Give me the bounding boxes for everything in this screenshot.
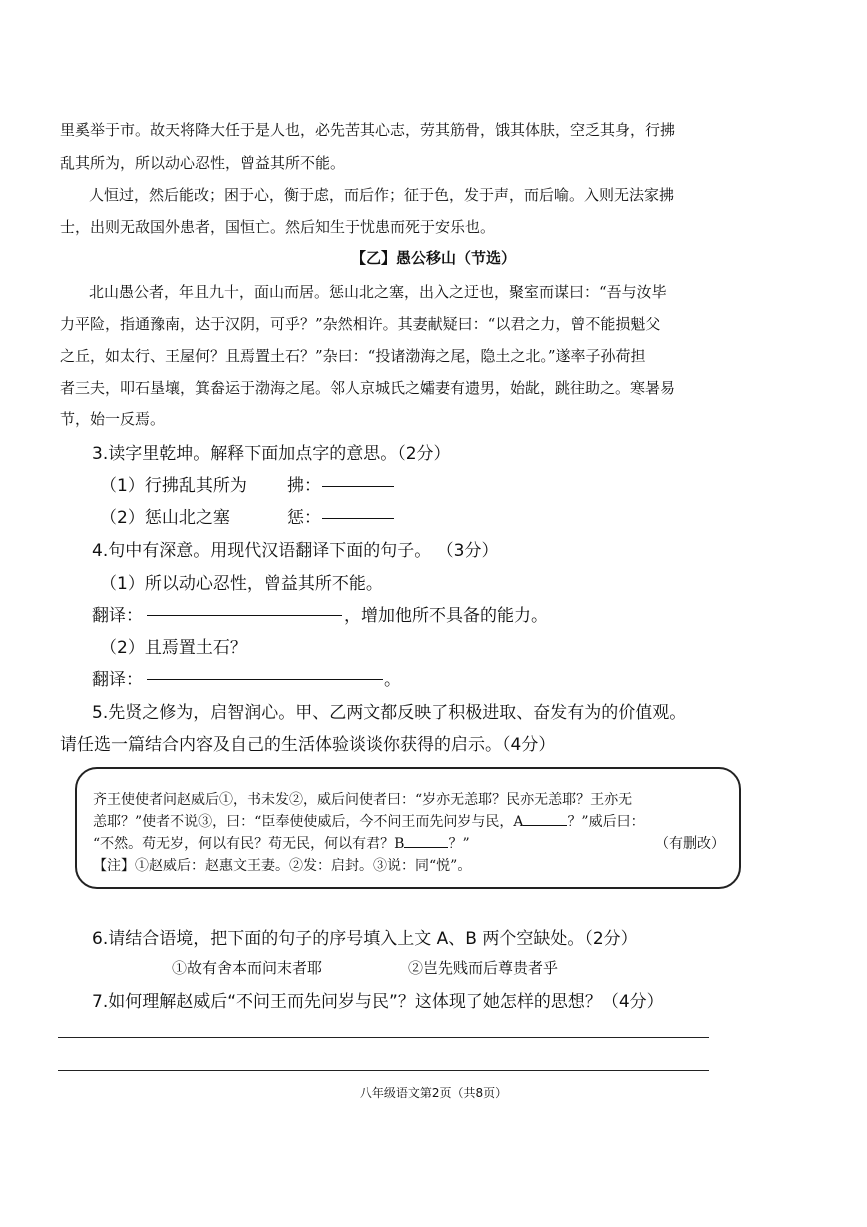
question-3-answer-blank-1[interactable] — [322, 472, 394, 487]
box-line-3-end: ？” — [448, 836, 470, 852]
question-3-item-1: （1）行拂乱其所为 — [100, 476, 247, 496]
question-4-item-1: （1）所以动心忍性，曾益其所不能。 — [100, 574, 383, 594]
box-line-1: 齐王使使者问赵威后①，书未发②，威后问使者曰：“岁亦无恙耶？民亦无恙耶？王亦无 — [93, 792, 633, 808]
question-6-stem: 6.请结合语境，把下面的句子的序号填入上文 A、B 两个空缺处。（2分） — [92, 929, 638, 949]
passage-yi-line-3: 之丘，如太行、王屋何？且焉置土石？”杂曰：“投诸渤海之尾，隐土之北。”遂率子孙荷担 — [60, 347, 646, 365]
question-3-item-1-char: 拂： — [287, 476, 321, 496]
question-3-stem: 3.读字里乾坤。解释下面加点字的意思。（2分） — [92, 444, 451, 464]
reading-material-box — [75, 767, 741, 889]
answer-line-2[interactable] — [58, 1070, 709, 1071]
answer-line-1[interactable] — [58, 1037, 709, 1038]
passage-yi-line-2: 力平险，指通豫南，达于汉阴，可乎？”杂然相许。其妻献疑曰：“以君之力，曾不能损魁父 — [60, 315, 661, 333]
question-6-option-1: ①故有舍本而问末者耶 — [172, 959, 323, 977]
question-4-answer-blank-2[interactable] — [147, 665, 383, 680]
box-line-2 — [93, 811, 645, 831]
question-4-stem: 4.句中有深意。用现代汉语翻译下面的句子。 （3分） — [92, 541, 499, 561]
question-4-answer-blank-1[interactable] — [147, 601, 342, 616]
passage-yi-title: 【乙】愚公移山（节选） — [350, 249, 516, 267]
page-footer: 八年级语文第2页（共8页） — [359, 1086, 508, 1100]
question-7-stem: 7.如何理解赵威后“不问王而先问岁与民”？这体现了她怎样的思想？（4分） — [92, 992, 664, 1012]
question-4-translation-label-2: 翻译： — [92, 670, 143, 690]
question-4-item-2: （2）且焉置土石？ — [100, 638, 247, 658]
box-footnote: 【注】①赵威后：赵惠文王妻。②发：启封。③说：同“悦”。 — [93, 858, 472, 874]
blank-b[interactable] — [404, 835, 448, 848]
question-6-option-2: ②岂先贱而后尊贵者乎 — [408, 959, 559, 977]
passage-yi-line-4: 者三夫，叩石垦壤，箕畚运于渤海之尾。邻人京城氏之孀妻有遗男，始龀，跳往助之。寒暑易 — [60, 379, 676, 397]
blank-a[interactable] — [523, 813, 567, 826]
question-4-translation-label-1: 翻译： — [92, 606, 143, 626]
passage-jia-line-4: 士，出则无敌国外患者，国恒亡。然后知生于忧患而死于安乐也。 — [60, 218, 496, 236]
question-5-stem-line-2: 请任选一篇结合内容及自己的生活体验谈谈你获得的启示。（4分） — [60, 735, 556, 755]
passage-jia-line-2: 乱其所为，所以动心忍性，曾益其所不能。 — [60, 154, 346, 172]
passage-jia-line-1: 里奚举于市。故天将降大任于是人也，必先苦其心志，劳其筋骨，饿其体肤，空乏其身，行拂 — [60, 121, 676, 139]
passage-yi-line-1: 北山愚公者，年且九十，面山而居。惩山北之塞，出入之迂也，聚室而谋曰：“吾与汝毕 — [89, 283, 667, 301]
passage-jia-line-3: 人恒过，然后能改；困于心，衡于虑，而后作；征于色，发于声，而后喻。入则无法家拂 — [89, 186, 675, 204]
box-line-2-end: ？”威后曰： — [567, 814, 645, 830]
question-4-translation-suffix-1: ，增加他所不具备的能力。 — [344, 606, 548, 626]
question-5-stem-line-1: 5.先贤之修为，启智润心。甲、乙两文都反映了积极进取、奋发有为的价值观。 — [92, 703, 687, 723]
passage-yi-line-5: 节，始一反焉。 — [60, 410, 166, 428]
question-4-translation-suffix-2: 。 — [384, 670, 401, 690]
box-line-3 — [93, 833, 470, 853]
box-source-note: （有删改） — [655, 836, 725, 852]
question-3-item-2: （2）惩山北之塞 — [100, 508, 230, 528]
box-line-2-text: 恙耶？”使者不说③，曰：“臣奉使使威后，今不问王而先问岁与民，A — [93, 814, 524, 830]
box-line-3-text: “不然。苟无岁，何以有民？苟无民，何以有君？B — [93, 836, 405, 852]
question-3-item-2-char: 惩： — [287, 508, 321, 528]
question-3-answer-blank-2[interactable] — [322, 504, 394, 519]
